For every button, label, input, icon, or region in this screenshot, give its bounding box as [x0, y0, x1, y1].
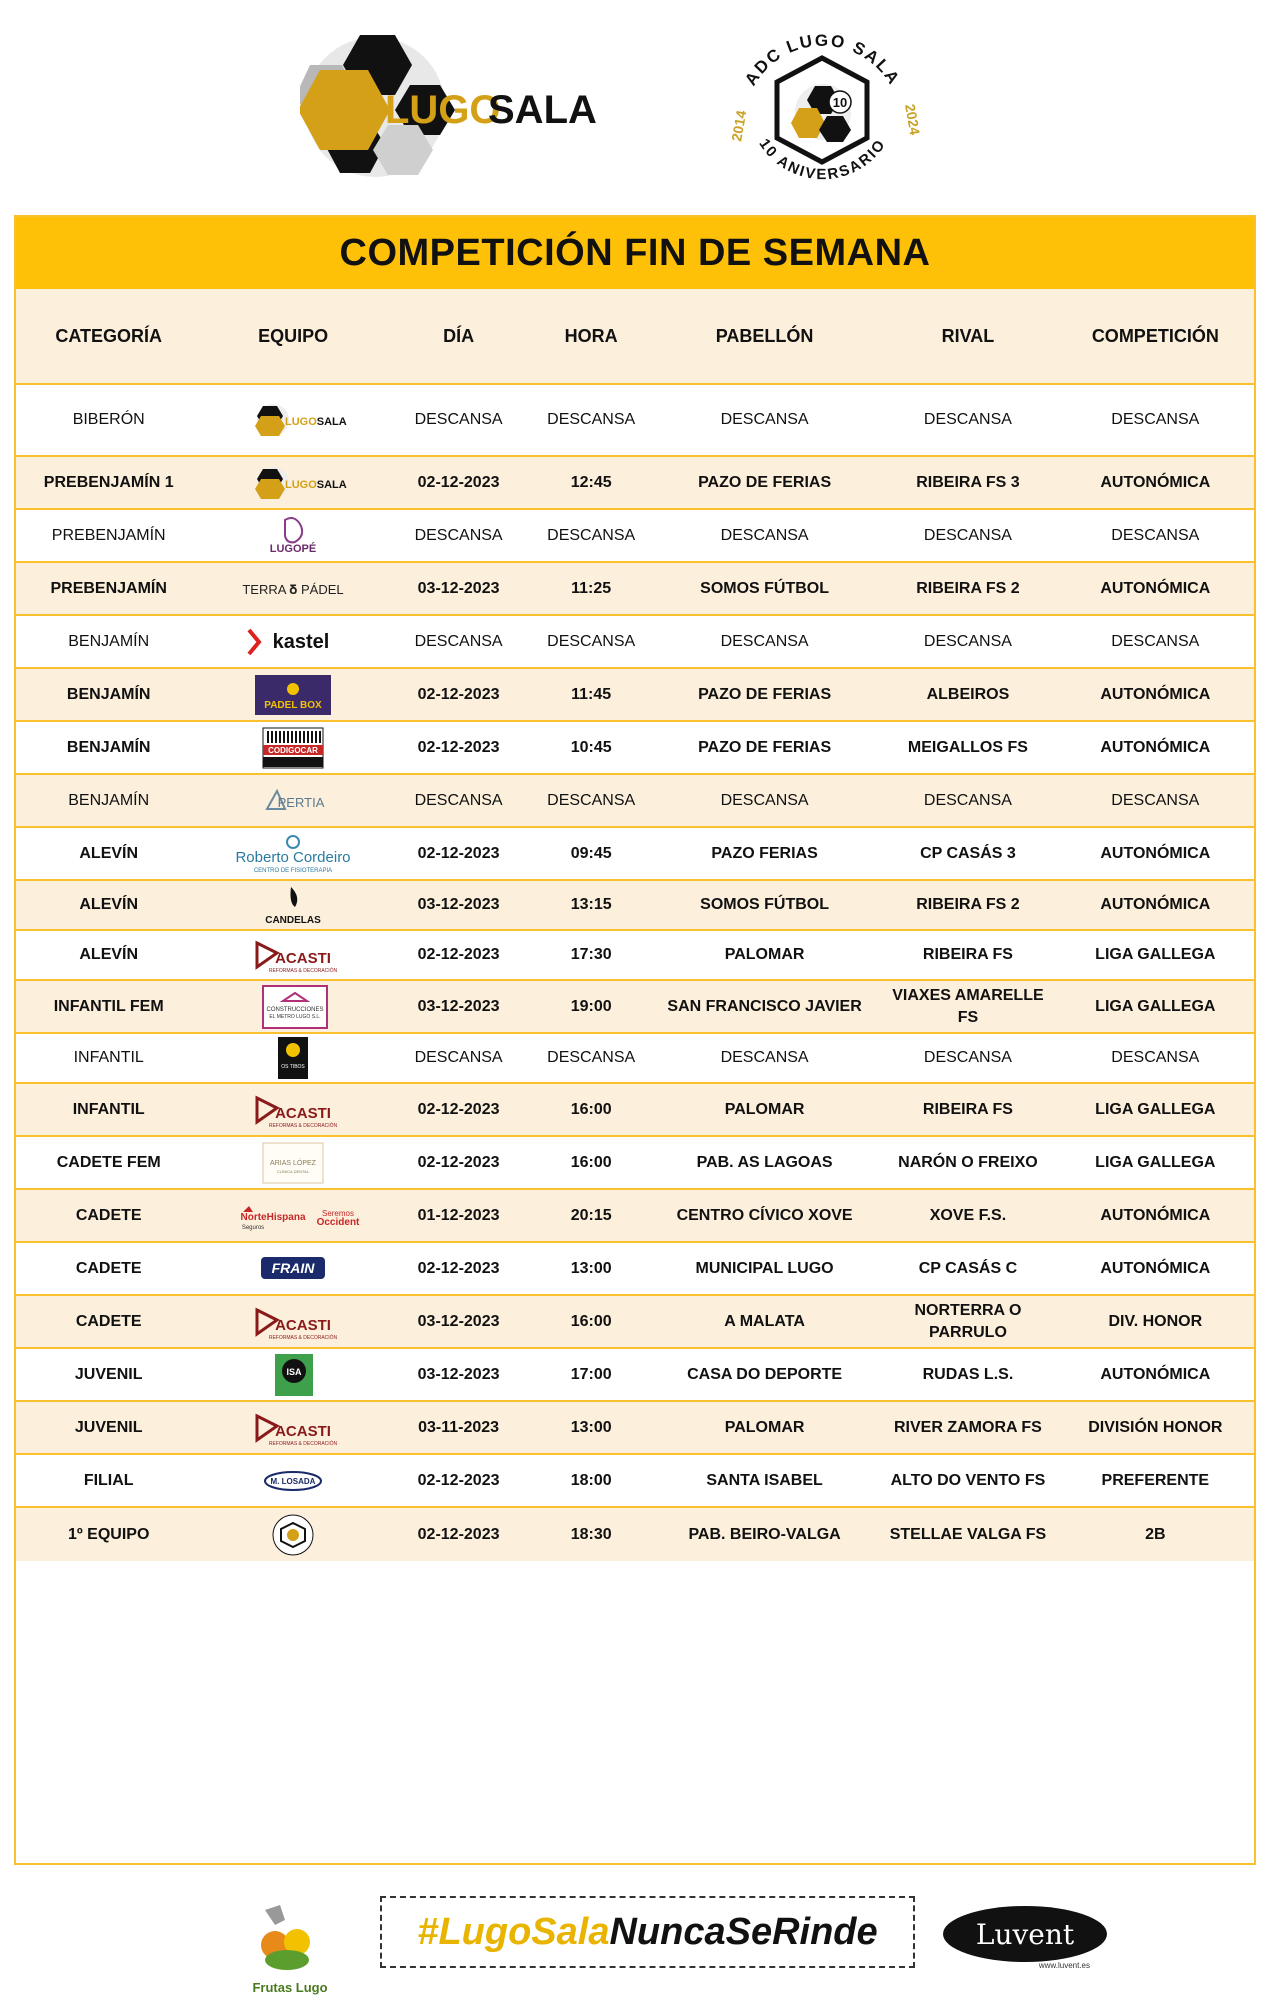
svg-text:kastel: kastel	[272, 630, 330, 653]
svg-text:REFORMAS & DECORACIÓN: REFORMAS & DECORACIÓN	[268, 968, 338, 974]
cell-categoria: PREBENJAMÍN 1	[43, 473, 174, 491]
cell-competicion: AUTONÓMICA	[1100, 896, 1211, 914]
cell-dia: 02-12-2023	[417, 1100, 500, 1118]
team-logo	[201, 1036, 384, 1080]
cell-rival: VIAXES AMARELLE FS	[892, 986, 1044, 1026]
cell-competicion: DESCANSA	[1111, 791, 1200, 809]
cell-competicion: PREFERENTE	[1101, 1471, 1210, 1489]
cell-rival: RIBEIRA FS 2	[916, 579, 1020, 597]
cell-competicion: AUTONÓMICA	[1100, 1365, 1211, 1383]
team-logo	[201, 726, 384, 770]
cell-hora: DESCANSA	[547, 791, 636, 809]
cell-categoria: PREBENJAMÍN	[51, 526, 166, 544]
svg-text:ACASTI: ACASTI	[275, 1316, 332, 1334]
cell-hora: 18:30	[570, 1525, 612, 1543]
cell-competicion: LIGA GALLEGA	[1095, 1153, 1216, 1171]
cell-pabellon: PAZO DE FERIAS	[698, 738, 832, 756]
team-logo	[201, 514, 384, 558]
cell-hora: DESCANSA	[547, 632, 636, 650]
cell-pabellon: PALOMAR	[724, 946, 805, 964]
cell-pabellon: DESCANSA	[720, 526, 809, 544]
svg-text:2024: 2024	[902, 102, 924, 137]
cell-rival: STELLAE VALGA FS	[889, 1525, 1047, 1543]
header	[0, 0, 1270, 215]
cell-pabellon: CENTRO CÍVICO XOVE	[676, 1206, 853, 1224]
table-row	[16, 616, 1254, 669]
cell-pabellon: SOMOS FÚTBOL	[700, 579, 830, 597]
team-logo-image	[223, 620, 363, 664]
cell-competicion: LIGA GALLEGA	[1095, 1100, 1216, 1118]
cell-rival: RIBEIRA FS 3	[916, 473, 1020, 491]
svg-text:REFORMAS & DECORACIÓN: REFORMAS & DECORACIÓN	[268, 1440, 338, 1447]
cell-rival: ALTO DO VENTO FS	[890, 1471, 1046, 1489]
cell-rival: CP CASÁS C	[918, 1259, 1018, 1277]
cell-categoria: PREBENJAMÍN	[50, 579, 167, 597]
cell-categoria: JUVENIL	[74, 1418, 143, 1436]
team-logo-image	[223, 1353, 363, 1397]
table-row	[16, 881, 1254, 931]
cell-hora: DESCANSA	[547, 526, 636, 544]
cell-rival: NARÓN O FREIXO	[898, 1153, 1038, 1171]
team-logo	[201, 1194, 384, 1238]
cell-hora: 13:00	[570, 1259, 612, 1277]
svg-text:Seremos: Seremos	[322, 1208, 355, 1218]
schedule-table	[14, 215, 1256, 1865]
cell-hora: 18:00	[570, 1471, 612, 1489]
cell-hora: 16:00	[570, 1312, 612, 1330]
anniversary-badge	[715, 20, 930, 200]
cell-rival: DESCANSA	[923, 526, 1012, 544]
cell-hora: 20:15	[570, 1206, 612, 1224]
table-row	[16, 1034, 1254, 1084]
cell-hora: 11:45	[571, 685, 612, 703]
table-row	[16, 1084, 1254, 1137]
team-logo	[201, 779, 384, 823]
lugosala-logo	[300, 25, 620, 185]
svg-text:EL METRO LUGO S.L.: EL METRO LUGO S.L.	[269, 1013, 321, 1020]
table-row	[16, 828, 1254, 881]
cell-pabellon: CASA DO DEPORTE	[687, 1365, 843, 1383]
team-logo-image	[223, 933, 363, 977]
cell-pabellon: SANTA ISABEL	[706, 1471, 823, 1489]
svg-text:CONSTRUCCIONES: CONSTRUCCIONES	[266, 1006, 324, 1013]
team-logo-image	[223, 461, 363, 505]
cell-pabellon: PAB. AS LAGOAS	[696, 1153, 833, 1171]
svg-text:Frutas Lugo: Frutas Lugo	[252, 1980, 328, 1995]
cell-dia: 02-12-2023	[417, 473, 500, 491]
col-equipo: EQUIPO	[258, 325, 329, 346]
table-body	[16, 385, 1254, 1561]
cell-rival: RIVER ZAMORA FS	[894, 1418, 1042, 1436]
svg-text:PERTIA: PERTIA	[277, 794, 325, 810]
cell-dia: 02-12-2023	[417, 685, 500, 703]
cell-competicion: DESCANSA	[1111, 632, 1200, 650]
team-logo-image	[223, 1300, 363, 1344]
cell-rival: RIBEIRA FS	[922, 1100, 1013, 1118]
cell-pabellon: PAZO DE FERIAS	[698, 473, 832, 491]
luvent-logo	[940, 1902, 1110, 1972]
svg-text:CENTRO DE FISIOTERAPIA: CENTRO DE FISIOTERAPIA	[253, 867, 333, 874]
cell-competicion: AUTONÓMICA	[1100, 1259, 1211, 1277]
cell-categoria: ALEVÍN	[79, 896, 139, 914]
team-logo	[201, 1353, 384, 1397]
cell-competicion: DESCANSA	[1111, 411, 1200, 429]
team-logo-image	[223, 1036, 363, 1080]
cell-pabellon: DESCANSA	[720, 411, 809, 429]
cell-dia: 02-12-2023	[417, 738, 500, 756]
cell-categoria: ALEVÍN	[79, 844, 139, 862]
svg-text:Roberto Cordeiro: Roberto Cordeiro	[235, 848, 351, 866]
cell-categoria: FILIAL	[83, 1471, 134, 1489]
cell-categoria: CADETE	[75, 1206, 142, 1224]
team-logo-image	[223, 1247, 363, 1291]
table-row	[16, 931, 1254, 981]
cell-competicion: LIGA GALLEGA	[1095, 946, 1216, 964]
cell-hora: DESCANSA	[547, 1049, 636, 1067]
cell-pabellon: MUNICIPAL LUGO	[695, 1259, 834, 1277]
cell-hora: 16:00	[570, 1153, 612, 1171]
team-logo-image	[223, 883, 363, 927]
cell-pabellon: SAN FRANCISCO JAVIER	[667, 997, 862, 1015]
cell-rival: ALBEIROS	[926, 685, 1010, 703]
cell-categoria: INFANTIL FEM	[53, 997, 164, 1015]
team-logo-image	[223, 1513, 363, 1557]
cell-categoria: BENJAMÍN	[68, 632, 150, 650]
cell-pabellon: DESCANSA	[720, 1049, 809, 1067]
svg-text:NorteHispana: NorteHispana	[240, 1211, 306, 1223]
svg-text:SALA: SALA	[488, 88, 597, 132]
cell-dia: DESCANSA	[414, 1049, 503, 1067]
col-categoria: CATEGORÍA	[55, 325, 163, 346]
cell-hora: 13:00	[570, 1418, 612, 1436]
cell-hora: 13:15	[570, 896, 612, 914]
team-logo-image	[223, 567, 363, 611]
svg-text:LUGOSALA: LUGOSALA	[285, 416, 347, 428]
cell-rival: RUDAS L.S.	[922, 1365, 1014, 1383]
svg-text:Seguros: Seguros	[241, 1224, 265, 1231]
cell-categoria: 1º EQUIPO	[67, 1525, 150, 1543]
cell-hora: 10:45	[570, 738, 612, 756]
table-row	[16, 1455, 1254, 1508]
cell-competicion: DIV. HONOR	[1108, 1312, 1203, 1330]
cell-dia: 02-12-2023	[417, 1153, 500, 1171]
cell-pabellon: A MALATA	[724, 1312, 805, 1330]
svg-text:www.luvent.es: www.luvent.es	[1038, 1961, 1090, 1970]
table-header	[16, 289, 1254, 385]
team-logo-image	[223, 1088, 363, 1132]
footer	[0, 1880, 1270, 2000]
cell-categoria: BIBERÓN	[72, 411, 145, 429]
cell-dia: DESCANSA	[414, 526, 503, 544]
cell-dia: 02-12-2023	[417, 1471, 500, 1489]
table-row	[16, 1137, 1254, 1190]
cell-competicion: AUTONÓMICA	[1100, 473, 1211, 491]
cell-categoria: BENJAMÍN	[66, 685, 151, 703]
cell-rival: XOVE F.S.	[929, 1206, 1007, 1224]
team-logo-image	[223, 514, 363, 558]
col-dia: DÍA	[443, 325, 475, 346]
team-logo	[201, 1406, 384, 1450]
hashtag-black: NuncaSeRinde	[609, 1910, 878, 1953]
cell-categoria: INFANTIL	[72, 1100, 145, 1118]
svg-text:PADEL BOX: PADEL BOX	[264, 699, 322, 711]
table-row	[16, 457, 1254, 510]
svg-text:CANDELAS: CANDELAS	[265, 915, 321, 926]
cell-competicion: LIGA GALLEGA	[1095, 997, 1216, 1015]
cell-rival: RIBEIRA FS 2	[916, 896, 1020, 914]
team-logo	[201, 985, 384, 1029]
col-pabellon: PABELLÓN	[715, 325, 814, 346]
team-logo-image	[223, 1141, 363, 1185]
table-row	[16, 1243, 1254, 1296]
svg-text:REFORMAS & DECORACIÓN: REFORMAS & DECORACIÓN	[268, 1334, 338, 1341]
table-row	[16, 981, 1254, 1034]
cell-dia: 02-12-2023	[417, 1525, 500, 1543]
cell-competicion: AUTONÓMICA	[1100, 1206, 1211, 1224]
cell-rival: CP CASÁS 3	[920, 844, 1016, 862]
cell-dia: DESCANSA	[414, 411, 503, 429]
col-rival: RIVAL	[941, 325, 995, 346]
page-title: COMPETICIÓN FIN DE SEMANA	[16, 217, 1254, 289]
cell-dia: 03-12-2023	[417, 1312, 500, 1330]
cell-competicion: AUTONÓMICA	[1100, 844, 1211, 862]
cell-hora: 19:00	[570, 997, 612, 1015]
cell-categoria: BENJAMÍN	[68, 791, 150, 809]
svg-text:FRAIN: FRAIN	[271, 1259, 315, 1276]
svg-text:ACASTI: ACASTI	[275, 950, 332, 967]
svg-text:LUGOPÉ: LUGOPÉ	[269, 542, 317, 555]
table-row	[16, 669, 1254, 722]
cell-pabellon: DESCANSA	[720, 791, 809, 809]
cell-pabellon: DESCANSA	[720, 632, 809, 650]
team-logo-image	[223, 1459, 363, 1503]
team-logo-image	[223, 1194, 363, 1238]
team-logo	[201, 620, 384, 664]
svg-text:ISA: ISA	[286, 1366, 302, 1377]
team-logo	[201, 567, 384, 611]
cell-dia: 03-12-2023	[417, 579, 500, 597]
cell-competicion: AUTONÓMICA	[1100, 685, 1211, 703]
cell-categoria: INFANTIL	[73, 1049, 144, 1067]
cell-categoria: CADETE	[75, 1259, 142, 1277]
team-logo-image	[223, 779, 363, 823]
cell-competicion: DESCANSA	[1111, 1049, 1200, 1067]
svg-text:LUGOSALA: LUGOSALA	[285, 478, 347, 491]
cell-competicion: AUTONÓMICA	[1100, 579, 1211, 597]
team-logo	[201, 1247, 384, 1291]
svg-text:REFORMAS & DECORACIÓN: REFORMAS & DECORACIÓN	[268, 1122, 338, 1129]
cell-rival: DESCANSA	[923, 791, 1012, 809]
svg-text:CLÍNICA DENTAL: CLÍNICA DENTAL	[277, 1168, 310, 1174]
svg-text:TERRA 𝛅 PÁDEL: TERRA 𝛅 PÁDEL	[242, 581, 344, 597]
cell-rival: DESCANSA	[923, 632, 1012, 650]
cell-pabellon: PAZO DE FERIAS	[698, 685, 832, 703]
team-logo-image	[223, 832, 363, 876]
table-row	[16, 510, 1254, 563]
svg-text:LUGO: LUGO	[385, 88, 501, 132]
cell-competicion: 2B	[1145, 1525, 1166, 1543]
cell-dia: 03-12-2023	[417, 1365, 500, 1383]
svg-text:ACASTI: ACASTI	[275, 1422, 332, 1440]
svg-text:CODIGOCAR: CODIGOCAR	[268, 745, 318, 755]
cell-dia: 03-11-2023	[418, 1418, 500, 1436]
svg-text:ACASTI: ACASTI	[275, 1104, 332, 1122]
table-row	[16, 1349, 1254, 1402]
cell-dia: 02-12-2023	[417, 844, 500, 862]
team-logo	[201, 933, 384, 977]
cell-dia: DESCANSA	[414, 632, 503, 650]
table-row	[16, 722, 1254, 775]
cell-hora: DESCANSA	[547, 411, 636, 429]
table-row	[16, 385, 1254, 457]
cell-pabellon: PAZO FERIAS	[711, 844, 818, 862]
cell-hora: 09:45	[570, 844, 612, 862]
cell-rival: MEIGALLOS FS	[907, 738, 1028, 756]
team-logo-image	[223, 398, 363, 442]
team-logo	[201, 398, 384, 442]
svg-text:10 ANIVERSARIO: 10 ANIVERSARIO	[755, 135, 890, 184]
table-row	[16, 1508, 1254, 1561]
table-row	[16, 775, 1254, 828]
table-row	[16, 1402, 1254, 1455]
cell-hora: 16:00	[570, 1100, 612, 1118]
team-logo	[201, 1088, 384, 1132]
cell-rival: RIBEIRA FS	[922, 946, 1013, 964]
col-competicion: COMPETICIÓN	[1091, 325, 1219, 346]
cell-categoria: ALEVÍN	[79, 946, 139, 964]
cell-hora: 17:30	[570, 946, 612, 964]
table-row	[16, 1296, 1254, 1349]
frutas-lugo-logo	[245, 1900, 335, 2000]
cell-dia: 03-12-2023	[417, 997, 500, 1015]
cell-dia: DESCANSA	[414, 791, 503, 809]
cell-categoria: CADETE FEM	[56, 1153, 161, 1171]
cell-pabellon: PALOMAR	[724, 1100, 805, 1118]
table-row	[16, 563, 1254, 616]
team-logo	[201, 1300, 384, 1344]
cell-hora: 11:25	[571, 579, 612, 597]
cell-pabellon: PALOMAR	[724, 1418, 805, 1436]
team-logo	[201, 461, 384, 505]
svg-text:ADC LUGO SALA: ADC LUGO SALA	[741, 30, 904, 89]
team-logo	[201, 832, 384, 876]
cell-competicion: DESCANSA	[1111, 526, 1200, 544]
svg-text:OS TIBOS: OS TIBOS	[281, 1064, 305, 1070]
team-logo	[201, 1459, 384, 1503]
team-logo-image	[223, 985, 363, 1029]
cell-rival: DESCANSA	[923, 411, 1012, 429]
cell-dia: 01-12-2023	[417, 1206, 500, 1224]
team-logo	[201, 1513, 384, 1557]
cell-dia: 02-12-2023	[417, 1259, 500, 1277]
svg-text:2014: 2014	[728, 109, 750, 143]
svg-text:10: 10	[832, 95, 848, 110]
svg-text:Luvent: Luvent	[975, 1918, 1075, 1951]
cell-hora: 12:45	[570, 473, 612, 491]
table-row	[16, 1190, 1254, 1243]
team-logo-image	[223, 673, 363, 717]
hashtag-gold: #LugoSala	[417, 1910, 610, 1953]
cell-pabellon: SOMOS FÚTBOL	[700, 896, 830, 914]
svg-text:ARIAS LÓPEZ: ARIAS LÓPEZ	[270, 1159, 317, 1167]
svg-text:M. LOSADA: M. LOSADA	[270, 1476, 316, 1486]
cell-hora: 17:00	[570, 1365, 612, 1383]
cell-categoria: JUVENIL	[74, 1365, 143, 1383]
col-hora: HORA	[564, 325, 618, 346]
hashtag-banner	[380, 1896, 915, 1968]
cell-rival: NORTERRA O PARRULO	[914, 1301, 1022, 1341]
team-logo	[201, 1141, 384, 1185]
cell-competicion: AUTONÓMICA	[1100, 738, 1211, 756]
team-logo-image	[223, 726, 363, 770]
cell-categoria: BENJAMÍN	[66, 738, 151, 756]
cell-dia: 03-12-2023	[417, 896, 500, 914]
team-logo	[201, 673, 384, 717]
cell-competicion: DIVISIÓN HONOR	[1088, 1418, 1223, 1436]
cell-dia: 02-12-2023	[417, 946, 500, 964]
team-logo-image	[223, 1406, 363, 1450]
cell-categoria: CADETE	[75, 1312, 142, 1330]
svg-text:Occident: Occident	[316, 1216, 360, 1228]
cell-rival: DESCANSA	[923, 1049, 1012, 1067]
team-logo	[201, 883, 384, 927]
cell-pabellon: PAB. BEIRO-VALGA	[688, 1525, 841, 1543]
